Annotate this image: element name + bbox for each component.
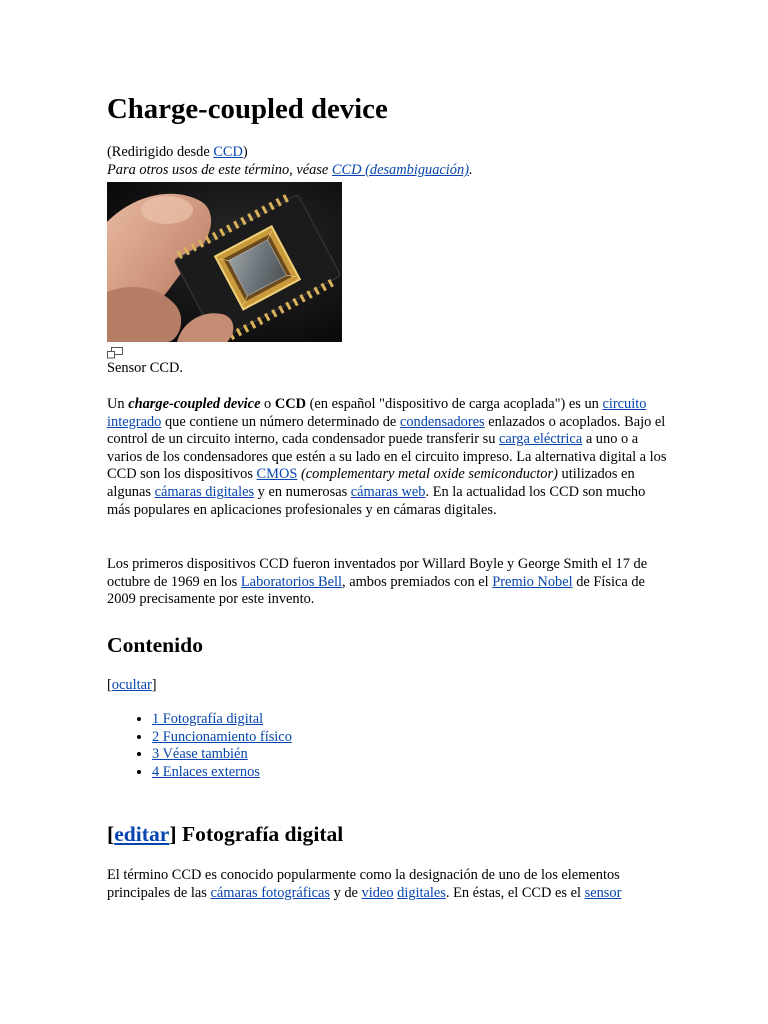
term-ccd: CCD bbox=[274, 396, 307, 412]
section-title: Fotografía digital bbox=[176, 822, 344, 846]
redirect-note bbox=[107, 144, 248, 162]
magnify-icon[interactable] bbox=[107, 347, 123, 359]
text: Un bbox=[107, 396, 129, 412]
redirect-link-ccd[interactable]: CCD bbox=[213, 144, 243, 160]
toc-hide-link[interactable]: ocultar bbox=[111, 677, 152, 693]
redirect-prefix: (Redirigido desde bbox=[107, 144, 214, 160]
intro-paragraph bbox=[107, 396, 667, 519]
link-laboratorios-bell[interactable]: Laboratorios Bell bbox=[240, 573, 342, 590]
link-cmos[interactable]: CMOS bbox=[256, 466, 298, 483]
text: Los primeros dispositivos CCD fueron inventados por Willard Boyle y George Smith el 17 de octubre de 1969 en los bbox=[107, 556, 648, 590]
text: a uno o a varios de los condensadores que estén a su lado en el circuito impreso. La alternativa digital a los CCD son los dispositivos bbox=[107, 431, 667, 483]
toc-item bbox=[152, 729, 292, 747]
toc-link-funcionamiento-fisico[interactable]: 2 Funcionamiento físico bbox=[152, 728, 292, 745]
text: y en numerosas bbox=[254, 483, 351, 500]
text: . En la actualidad los CCD son mucho más populares en aplicaciones profesionales y en cámaras digitales. bbox=[107, 483, 646, 518]
link-condensadores[interactable]: condensadores bbox=[399, 413, 485, 430]
toc-link-fotografia-digital[interactable]: 1 Fotografía digital bbox=[152, 711, 264, 727]
link-camaras-web[interactable]: cámaras web bbox=[350, 483, 426, 500]
ccd-sensor-photo bbox=[107, 182, 342, 342]
link-carga-electrica[interactable]: carga eléctrica bbox=[499, 431, 583, 448]
cmos-expansion: (complementary metal oxide semiconductor) bbox=[297, 466, 558, 483]
text: El término CCD es conocido popularmente como la designación de uno de los elementos principales de las bbox=[107, 867, 620, 901]
toc-toggle bbox=[107, 677, 157, 695]
toc-link-vease-tambien[interactable]: 3 Véase también bbox=[152, 746, 248, 763]
text: , ambos premiados con el bbox=[342, 573, 493, 590]
hatnote-suffix: . bbox=[469, 162, 473, 178]
section-heading-fotografia-digital bbox=[107, 818, 343, 850]
edit-section-link[interactable]: editar bbox=[114, 822, 170, 846]
ccd-sensor-image[interactable] bbox=[107, 182, 342, 342]
bracket: [ bbox=[107, 677, 112, 693]
toc-list bbox=[107, 711, 292, 781]
redirect-suffix: ) bbox=[242, 144, 248, 160]
text: utilizados en algunas bbox=[107, 466, 635, 500]
hatnote-prefix: Para otros usos de este término, véase bbox=[107, 162, 332, 178]
image-caption: Sensor CCD. bbox=[107, 360, 183, 376]
toc-link-enlaces-externos[interactable]: 4 Enlaces externos bbox=[152, 763, 260, 780]
link-camaras-digitales[interactable]: cámaras digitales bbox=[154, 483, 255, 500]
term-charge-coupled-device: charge-coupled device bbox=[128, 396, 261, 412]
text: de Física de 2009 precisamente por este invento. bbox=[107, 573, 645, 608]
link-circuito-integrado[interactable]: circuito integrado bbox=[107, 396, 647, 430]
bracket: [ bbox=[107, 822, 115, 846]
link-video[interactable]: video bbox=[361, 884, 394, 901]
link-sensor[interactable]: sensor bbox=[584, 884, 622, 901]
page-title: Charge-coupled device bbox=[107, 93, 388, 125]
toc-item bbox=[152, 746, 292, 764]
bracket: ] bbox=[151, 677, 157, 693]
bracket: ] bbox=[169, 822, 177, 846]
hatnote-link-disambiguation[interactable]: CCD (desambiguación) bbox=[331, 162, 469, 178]
toc-item bbox=[152, 711, 292, 729]
text: . En éstas, el CCD es el bbox=[445, 884, 585, 901]
link-premio-nobel[interactable]: Premio Nobel bbox=[492, 573, 573, 590]
toc-item bbox=[152, 764, 292, 782]
text: y de bbox=[329, 884, 362, 901]
toc-heading: Contenido bbox=[107, 633, 203, 657]
text: que contiene un número determinado de bbox=[161, 413, 400, 430]
link-camaras-fotograficas[interactable]: cámaras fotográficas bbox=[210, 884, 330, 901]
link-digitales[interactable]: digitales bbox=[397, 884, 446, 901]
section-paragraph bbox=[107, 867, 667, 902]
text: o bbox=[260, 396, 275, 412]
text: enlazados o acoplados. Bajo el control de un circuito interno, cada condensador puede transferir su bbox=[107, 413, 666, 448]
hatnote bbox=[107, 162, 473, 180]
history-paragraph bbox=[107, 556, 667, 609]
text: (en español "dispositivo de carga acoplada") es un bbox=[306, 396, 603, 412]
